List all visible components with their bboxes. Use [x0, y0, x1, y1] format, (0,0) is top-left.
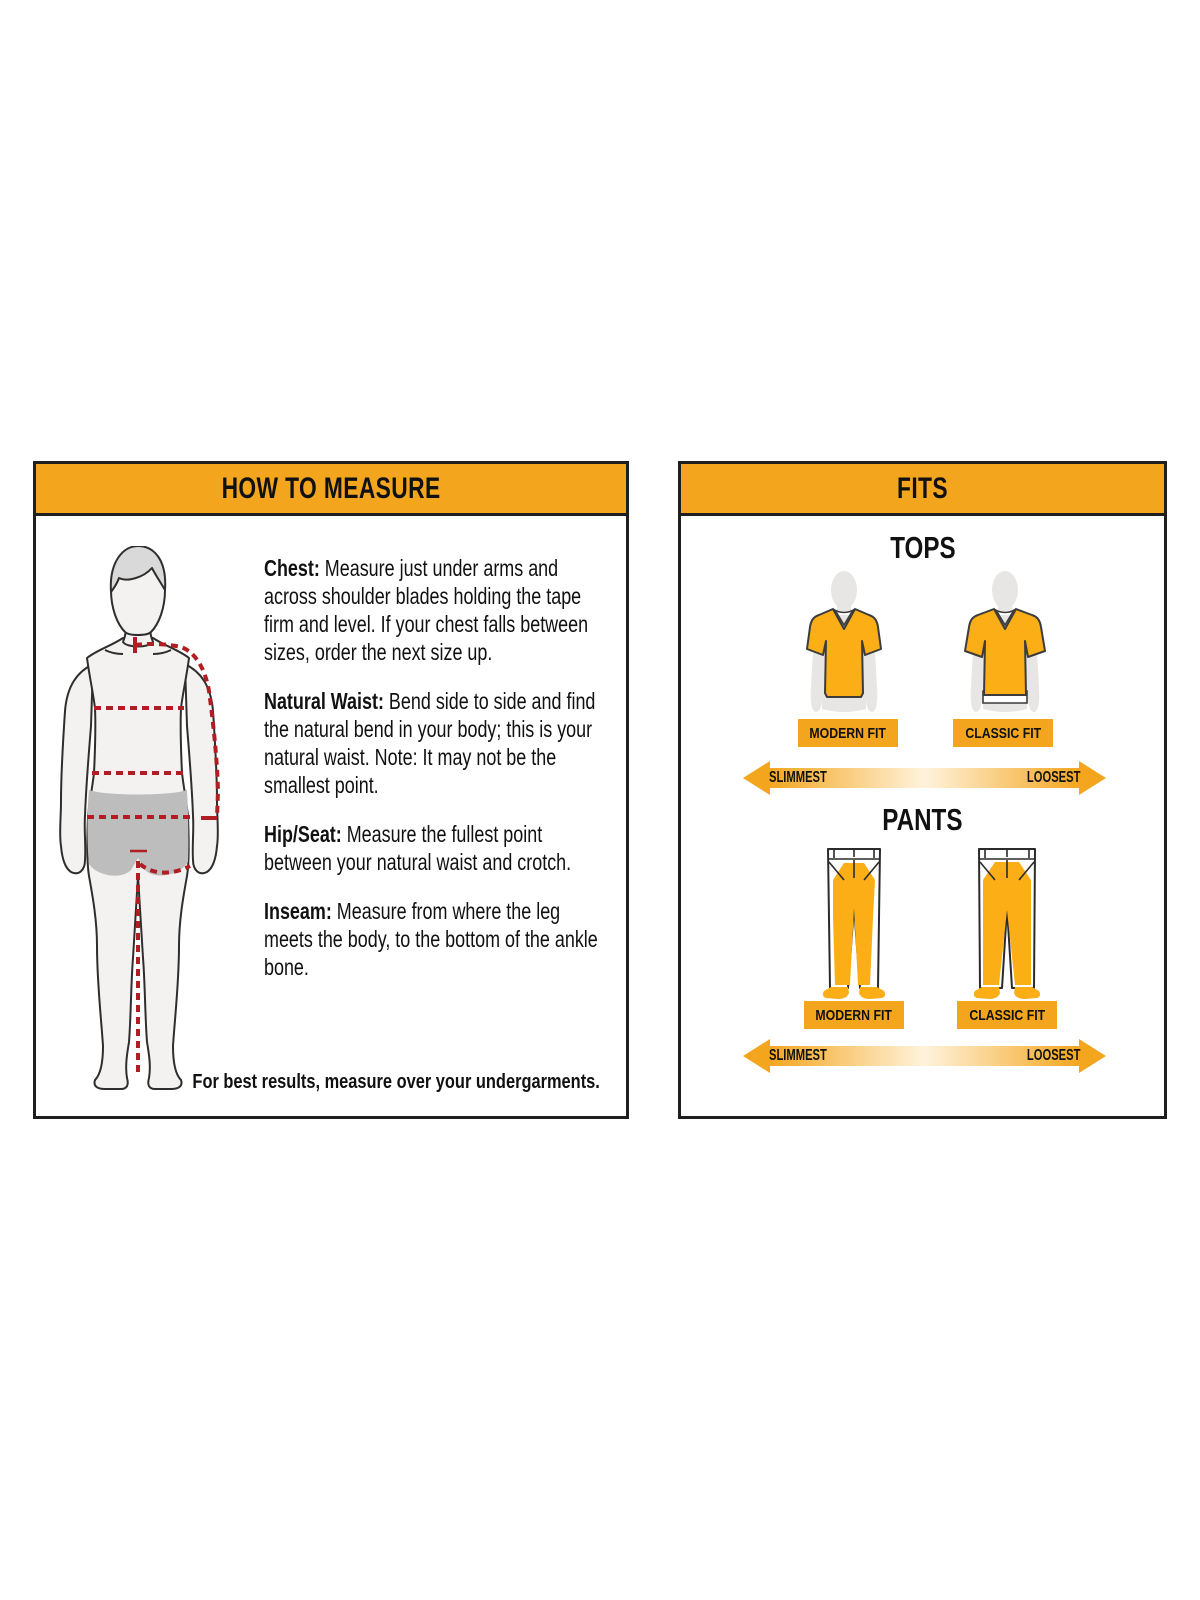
measure-section-natural-waist	[264, 687, 601, 799]
measure-instructions	[264, 554, 601, 1002]
measure-footnote: For best results, measure over your undergarments.	[192, 1071, 600, 1093]
measure-section-text: Bend side to side and find the natural bend in your body; this is your natural waist. Note: It may not be the smallest point.	[264, 688, 596, 798]
measure-section-label: Inseam:	[264, 898, 332, 924]
tops-scale-loosest-label: LOOSEST	[1026, 769, 1080, 786]
man-measurement-figure	[58, 546, 220, 1094]
tops-modern-fit-tag: MODERN FIT	[798, 719, 898, 747]
modern-fit-pants-figure	[818, 848, 890, 1002]
measure-panel-title: HOW TO MEASURE	[221, 471, 441, 505]
fits-panel-title: FITS	[897, 471, 948, 505]
tops-fit-scale-arrow	[743, 761, 1106, 795]
pants-fit-scale-arrow	[743, 1039, 1106, 1073]
measure-panel-header	[36, 464, 626, 516]
measure-section-text: Measure just under arms and across shoulder blades holding the tape firm and level. If your chest falls between sizes, order the next size up.	[264, 555, 589, 665]
measure-section-text: Measure from where the leg meets the body, to the bottom of the ankle bone.	[264, 898, 598, 980]
measure-section-text: Measure the fullest point between your natural waist and crotch.	[264, 821, 572, 875]
pants-modern-fit-tag: MODERN FIT	[804, 1001, 904, 1029]
tops-classic-fit-tag: CLASSIC FIT	[953, 719, 1053, 747]
classic-fit-top-figure	[963, 571, 1047, 717]
tops-scale-slimmest-label: SLIMMEST	[769, 769, 827, 786]
measure-section-label: Hip/Seat:	[264, 821, 342, 847]
measure-section-chest	[264, 554, 601, 666]
measure-section-label: Natural Waist:	[264, 688, 384, 714]
modern-fit-top-figure	[806, 571, 890, 717]
measure-section-inseam	[264, 897, 601, 981]
measure-section-hip-seat	[264, 820, 601, 876]
classic-fit-pants-figure	[971, 848, 1043, 1002]
pants-scale-loosest-label: LOOSEST	[1026, 1047, 1080, 1064]
fits-panel	[678, 461, 1167, 1119]
measure-section-label: Chest:	[264, 555, 320, 581]
pants-heading: PANTS	[882, 802, 963, 837]
pants-classic-fit-tag: CLASSIC FIT	[957, 1001, 1057, 1029]
tops-heading: TOPS	[889, 530, 956, 565]
how-to-measure-panel	[33, 461, 629, 1119]
pants-scale-slimmest-label: SLIMMEST	[769, 1047, 827, 1064]
fits-panel-header	[681, 464, 1164, 516]
